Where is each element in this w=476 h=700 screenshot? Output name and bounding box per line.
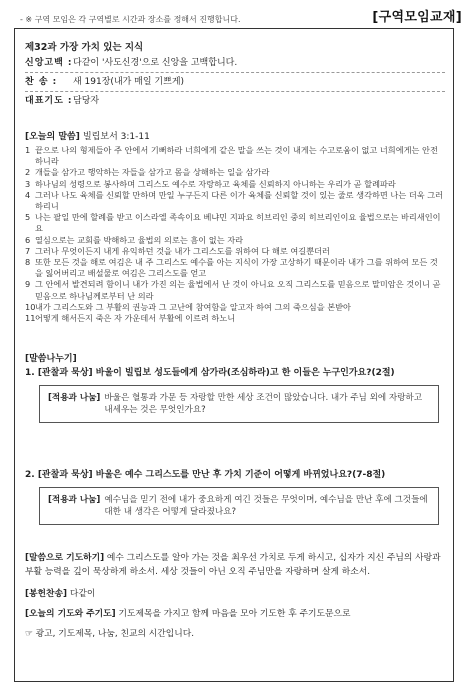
verse-row bbox=[25, 257, 445, 279]
offering-paragraph bbox=[25, 587, 445, 601]
lesson-info bbox=[25, 39, 445, 108]
question-1: 1. [관찰과 묵상] 바울이 빌립보 성도들에게 삼가라(조심하라)고 한 이들은 누구인가요?(2절) bbox=[25, 368, 395, 378]
today-text: 기도제목을 가지고 함께 마음을 모아 기도한 후 주기도문으로 bbox=[118, 609, 351, 619]
verse-text: 열심으로는 교회를 박해하고 율법의 의로는 흠이 없는 자라 bbox=[35, 234, 244, 245]
pray-text: 예수 그리스도를 알아 가는 것을 최우선 가치로 두게 하시고, 십자가 지신 주님의 사랑과 부활 능력을 깊이 묵상하게 하소서. 세상 것들이 아닌 오직 주님만을 자랑하며 살게 하소서. bbox=[25, 553, 441, 577]
verse-number: 6 bbox=[25, 234, 31, 245]
verse-number: 9 bbox=[25, 279, 31, 290]
header-note: - ※ 구역 모임은 각 구역별로 시간과 장소를 정해서 진행합니다. bbox=[20, 15, 241, 24]
verse-number: 10 bbox=[25, 301, 36, 312]
verse-row bbox=[25, 190, 445, 212]
verse-row bbox=[25, 302, 445, 313]
confession-label: 신앙고백 : bbox=[25, 58, 73, 68]
verse-row bbox=[25, 212, 445, 234]
verse-text: 어떻게 해서든지 죽은 자 가운데서 부활에 이르려 하노니 bbox=[35, 313, 236, 324]
verse-row bbox=[25, 246, 445, 257]
today-paragraph bbox=[25, 607, 445, 621]
pray-label: [말씀으로 기도하기] bbox=[25, 553, 105, 563]
verse-row bbox=[25, 279, 445, 301]
verse-number: 7 bbox=[25, 245, 31, 256]
verse-text: 내가 그리스도와 그 부활의 권능과 그 고난에 참여함을 알고자 하여 그의 죽으심을 본받아 bbox=[35, 301, 351, 312]
lesson-sheet bbox=[14, 28, 454, 682]
apply-text-2: 예수님을 믿기 전에 내가 중요하게 여긴 것들은 무엇이며, 예수님을 만난 후에 그것들에 대한 내 생각은 어떻게 달라졌나요? bbox=[104, 495, 428, 517]
apply-label-1: [적용과 나눔] bbox=[48, 393, 101, 403]
hymn-label: 찬 송 : bbox=[25, 77, 58, 87]
verse-text: 끝으로 나의 형제들아 주 안에서 기뻐하라 너희에게 같은 말을 쓰는 것이 내게는 수고로움이 없고 너희에게는 안전하니라 bbox=[35, 145, 438, 167]
divider bbox=[25, 72, 445, 73]
prayer-label: 대표기도 : bbox=[25, 96, 73, 106]
share-label: [말씀나누기] bbox=[25, 354, 77, 364]
word-section bbox=[25, 129, 445, 324]
hymn-value: 새 191장(내가 매일 기쁘게) bbox=[73, 77, 185, 87]
verse-number: 4 bbox=[25, 189, 31, 200]
prayer-value: 담당자 bbox=[73, 96, 100, 106]
apply-box-1 bbox=[39, 385, 439, 423]
verse-number: 8 bbox=[25, 257, 31, 268]
verse-row bbox=[25, 235, 445, 246]
verse-text: 하나님의 성령으로 봉사하며 그리스도 예수로 자랑하고 육체를 신뢰하지 아니하는 우리가 곧 할례파라 bbox=[35, 178, 396, 189]
verse-number: 11 bbox=[25, 313, 36, 324]
offering-label: [봉헌찬송] bbox=[25, 589, 68, 599]
word-label: [오늘의 말씀] bbox=[25, 132, 80, 142]
verse-text: 또한 모든 것을 해로 여김은 내 주 그리스도 예수를 아는 지식이 가장 고상하기 때문이라 내가 그를 위하여 모든 것을 잃어버리고 배설물로 여김은 그리스도를 얻고 bbox=[35, 257, 438, 279]
share-section-2 bbox=[25, 469, 445, 525]
verse-text: 그러나 무엇이든지 내게 유익하던 것을 내가 그리스도를 위하여 다 해로 여길뿐더러 bbox=[35, 245, 330, 256]
verse-row bbox=[25, 313, 445, 324]
notice: ☞ 광고, 기도제목, 나눔, 친교의 시간입니다. bbox=[25, 629, 195, 639]
confession-row bbox=[25, 56, 445, 70]
apply-box-2 bbox=[39, 487, 439, 525]
divider bbox=[25, 91, 445, 92]
verse-text: 개들을 삼가고 행악하는 자들을 삼가고 몸을 상해하는 일을 삼가라 bbox=[35, 167, 270, 178]
verse-number: 3 bbox=[25, 178, 31, 189]
offering-text: 다같이 bbox=[69, 589, 96, 599]
header-title: [구역모임교재] bbox=[372, 10, 462, 25]
verse-number: 5 bbox=[25, 212, 31, 223]
today-label: [오늘의 기도와 주기도] bbox=[25, 609, 116, 619]
verse-text: 그러나 나도 육체를 신뢰할 만하며 만일 누구든지 다른 이가 육체를 신뢰할 것이 있는 줄로 생각하면 나는 더욱 그러하리니 bbox=[35, 189, 444, 212]
verse-text: 나는 팔일 만에 할례를 받고 이스라엘 족속이요 베냐민 지파요 히브리인 중의 히브리인이요 율법으로는 바리새인이요 bbox=[35, 212, 441, 234]
apply-label-2: [적용과 나눔] bbox=[48, 495, 101, 505]
confession-value: 다같이 '사도신경'으로 신앙을 고백합니다. bbox=[73, 58, 238, 68]
closing-section bbox=[25, 551, 445, 641]
apply-text-1: 바울은 혈통과 가문 등 자랑할 만한 세상 조건이 많았습니다. 내가 주님 외에 자랑하고 내세우는 것은 무엇인가요? bbox=[104, 393, 423, 415]
verse-list bbox=[25, 145, 445, 324]
hymn-row bbox=[25, 75, 445, 89]
word-heading bbox=[25, 129, 445, 142]
question-2: 2. [관찰과 묵상] 바울은 예수 그리스도를 만난 후 가치 기준이 어떻게 바뀌었나요?(7-8절) bbox=[25, 470, 386, 480]
verse-row bbox=[25, 167, 445, 178]
verse-text: 그 안에서 발견되려 함이니 내가 가진 의는 율법에서 난 것이 아니요 오직 그리스도를 믿음으로 말미암은 것이니 곧 믿음으로 하나님께로부터 난 의라 bbox=[35, 279, 441, 301]
word-reference: 빌립보서 3:1-11 bbox=[82, 132, 150, 142]
share-section bbox=[25, 351, 445, 423]
pray-paragraph bbox=[25, 551, 445, 579]
lesson-title: 제32과 가장 가치 있는 지식 bbox=[25, 42, 144, 53]
verse-number: 2 bbox=[25, 167, 31, 178]
prayer-row bbox=[25, 94, 445, 108]
verse-row bbox=[25, 179, 445, 190]
verse-row bbox=[25, 145, 445, 167]
verse-number: 1 bbox=[25, 145, 31, 155]
